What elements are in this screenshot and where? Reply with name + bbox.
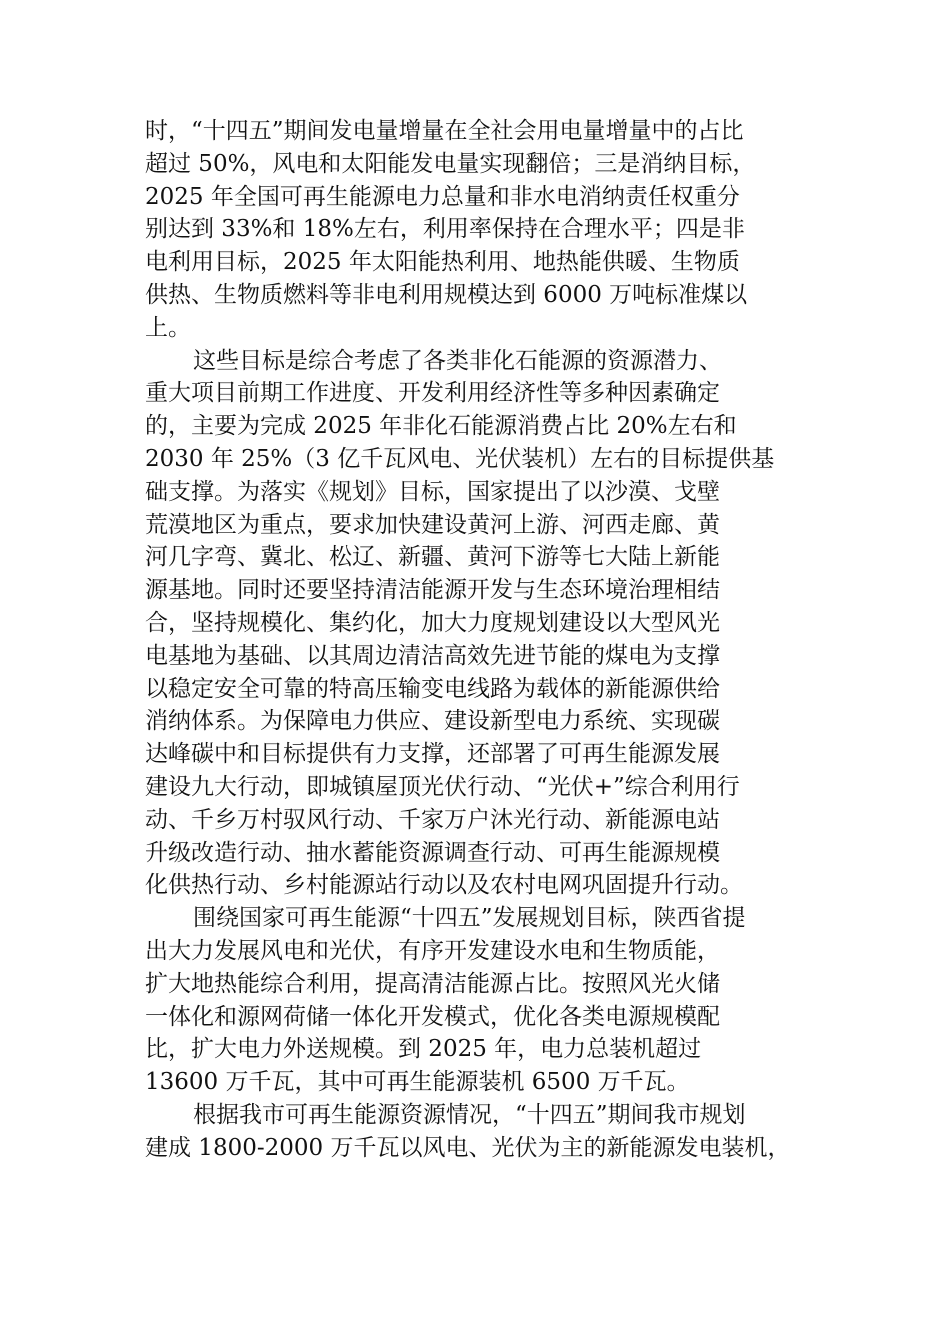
text-line: 电基地为基础、以其周边清洁高效先进节能的煤电为支撑 bbox=[145, 642, 720, 669]
text-line: 2030 年 25%（3 亿千瓦风电、光伏装机）左右的目标提供基 bbox=[145, 445, 775, 472]
text-line: 化供热行动、乡村能源站行动以及农村电网巩固提升行动。 bbox=[145, 872, 743, 899]
text-line: 动、千乡万村驭风行动、千家万户沐光行动、新能源电站 bbox=[145, 806, 720, 833]
text-line: 超过 50%，风电和太阳能发电量实现翻倍；三是消纳目标， bbox=[145, 150, 756, 177]
text-line: 这些目标是综合考虑了各类非化石能源的资源潜力、 bbox=[193, 347, 722, 374]
text-line: 河几字弯、冀北、松辽、新疆、黄河下游等七大陆上新能 bbox=[145, 544, 720, 571]
text-line: 电利用目标，2025 年太阳能热利用、地热能供暖、生物质 bbox=[145, 249, 740, 276]
text-line: 以稳定安全可靠的特高压输变电线路为载体的新能源供给 bbox=[145, 675, 720, 702]
text-line: 升级改造行动、抽水蓄能资源调查行动、可再生能源规模 bbox=[145, 839, 720, 866]
text-line: 根据我市可再生能源资源情况，“十四五”期间我市规划 bbox=[193, 1101, 746, 1128]
text-line: 别达到 33%和 18%左右，利用率保持在合理水平；四是非 bbox=[145, 216, 745, 243]
text-line: 上。 bbox=[145, 314, 191, 341]
text-line: 一体化和源网荷储一体化开发模式，优化各类电源规模配 bbox=[145, 1003, 720, 1030]
text-line: 比，扩大电力外送规模。到 2025 年，电力总装机超过 bbox=[145, 1036, 702, 1063]
text-line: 合，坚持规模化、集约化，加大力度规划建设以大型风光 bbox=[145, 609, 720, 636]
text-line: 源基地。同时还要坚持清洁能源开发与生态环境治理相结 bbox=[145, 577, 720, 604]
text-line: 围绕国家可再生能源“十四五”发展规划目标，陕西省提 bbox=[193, 905, 746, 932]
text-line: 建设九大行动，即城镇屋顶光伏行动、“光伏+”综合利用行 bbox=[145, 773, 740, 800]
text-line: 出大力发展风电和光伏，有序开发建设水电和生物质能， bbox=[145, 937, 720, 964]
text-line: 达峰碳中和目标提供有力支撑，还部署了可再生能源发展 bbox=[145, 741, 720, 768]
text-line: 消纳体系。为保障电力供应、建设新型电力系统、实现碳 bbox=[145, 708, 720, 735]
text-line: 荒漠地区为重点，要求加快建设黄河上游、河西走廊、黄 bbox=[145, 511, 720, 538]
text-line: 建成 1800-2000 万千瓦以风电、光伏为主的新能源发电装机， bbox=[145, 1134, 791, 1161]
text-line: 2025 年全国可再生能源电力总量和非水电消纳责任权重分 bbox=[145, 183, 740, 210]
text-line: 础支撑。为落实《规划》目标，国家提出了以沙漠、戈壁 bbox=[145, 478, 720, 505]
text-line: 供热、生物质燃料等非电利用规模达到 6000 万吨标准煤以 bbox=[145, 281, 748, 308]
body-text bbox=[145, 115, 815, 1165]
text-line: 的，主要为完成 2025 年非化石能源消费占比 20%左右和 bbox=[145, 413, 737, 440]
text-line: 13600 万千瓦，其中可再生能源装机 6500 万千瓦。 bbox=[145, 1069, 690, 1096]
text-line: 扩大地热能综合利用，提高清洁能源占比。按照风光火储 bbox=[145, 970, 720, 997]
text-line: 重大项目前期工作进度、开发利用经济性等多种因素确定 bbox=[145, 380, 720, 407]
text-line: 时，“十四五”期间发电量增量在全社会用电量增量中的占比 bbox=[145, 118, 744, 144]
